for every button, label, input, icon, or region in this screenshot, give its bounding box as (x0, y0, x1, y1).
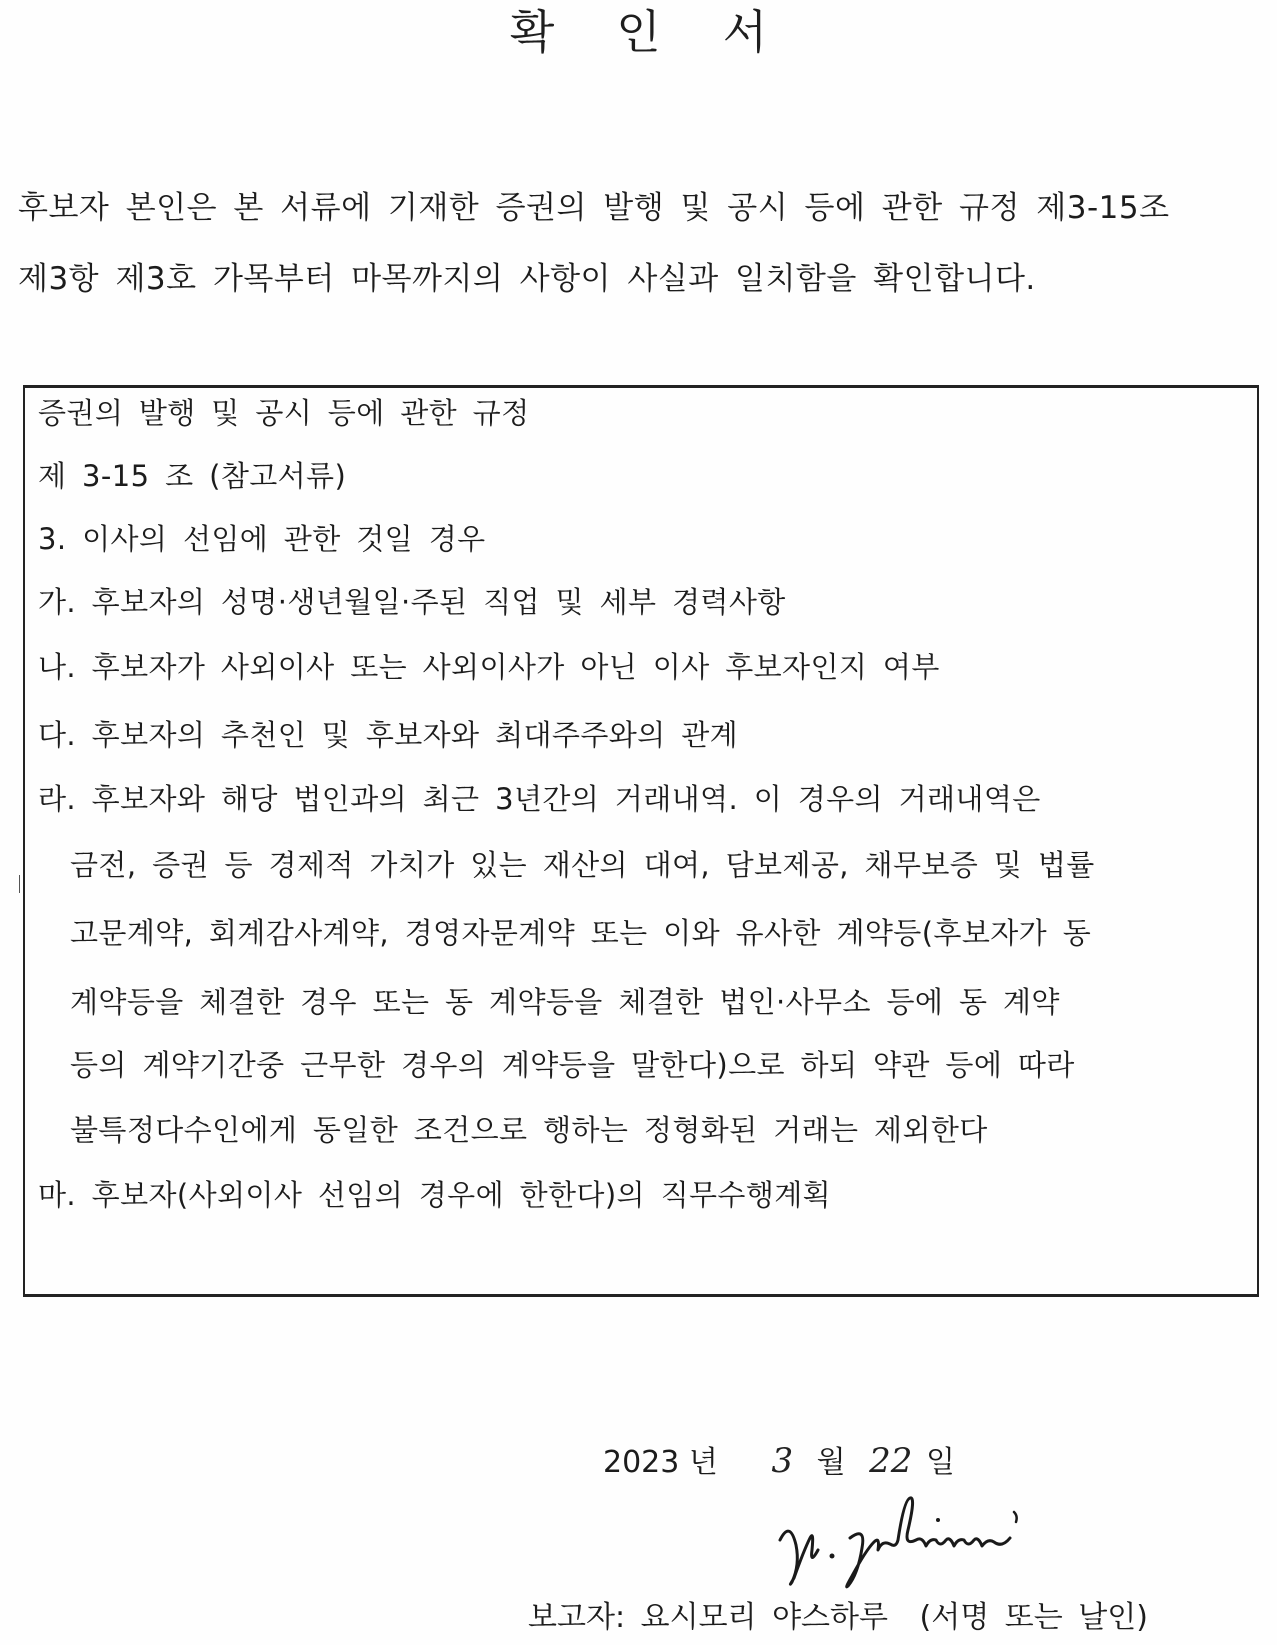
reporter-label: 보고자: (528, 1600, 626, 1635)
regulation-item-ga: 가. 후보자의 성명·생년월일·주된 직업 및 세부 경력사항 (38, 585, 786, 619)
regulation-article: 제 3-15 조 (참고서류) (38, 459, 347, 493)
regulation-title: 증권의 발행 및 공시 등에 관한 규정 (38, 396, 530, 430)
date-day-handwritten: 22 (869, 1441, 913, 1481)
signing-date (603, 1443, 955, 1481)
scan-artifact-mark (19, 875, 20, 893)
regulation-item-ra: 라. 후보자와 해당 법인과의 최근 3년간의 거래내역. 이 경우의 거래내역은 (38, 782, 1041, 816)
regulation-box (23, 385, 1259, 1297)
intro-line-2: 제3항 제3호 가목부터 마목까지의 사항이 사실과 일치함을 확인합니다. (18, 261, 1036, 297)
date-month-handwritten: 3 (771, 1441, 794, 1481)
handwritten-signature-icon (770, 1490, 1090, 1590)
date-month-unit: 월 (816, 1445, 846, 1480)
reporter-signature-note: (서명 또는 날인) (919, 1600, 1148, 1635)
document-title: 확인서 (509, 5, 830, 59)
regulation-item-da: 다. 후보자의 추천인 및 후보자와 최대주주와의 관계 (38, 718, 739, 752)
regulation-item-ma: 마. 후보자(사외이사 선임의 경우에 한한다)의 직무수행계획 (38, 1178, 832, 1212)
date-day-unit: 일 (925, 1445, 955, 1480)
intro-line-1: 후보자 본인은 본 서류에 기재한 증권의 발행 및 공시 등에 관한 규정 제3-15조 (18, 190, 1170, 226)
regulation-item-ra-cont-5: 불특정다수인에게 동일한 조건으로 행하는 정형화된 거래는 제외한다 (70, 1113, 988, 1147)
date-year-unit: 년 (688, 1445, 718, 1480)
regulation-clause-3: 3. 이사의 선임에 관한 것일 경우 (38, 522, 486, 556)
regulation-item-ra-cont-4: 등의 계약기간중 근무한 경우의 계약등을 말한다)으로 하되 약관 등에 따라 (70, 1048, 1075, 1082)
regulation-item-na: 나. 후보자가 사외이사 또는 사외이사가 아닌 이사 후보자인지 여부 (38, 650, 940, 684)
regulation-item-ra-cont-1: 금전, 증권 등 경제적 가치가 있는 재산의 대여, 담보제공, 채무보증 및 법률 (70, 848, 1095, 882)
date-year: 2023 (603, 1445, 680, 1480)
reporter-line (528, 1600, 1148, 1636)
regulation-item-ra-cont-2: 고문계약, 회계감사계약, 경영자문계약 또는 이와 유사한 계약등(후보자가 동 (70, 916, 1092, 950)
regulation-item-ra-cont-3: 계약등을 체결한 경우 또는 동 계약등을 체결한 법인·사무소 등에 동 계약 (70, 985, 1060, 1019)
reporter-name: 요시모리 야스하루 (640, 1600, 888, 1635)
